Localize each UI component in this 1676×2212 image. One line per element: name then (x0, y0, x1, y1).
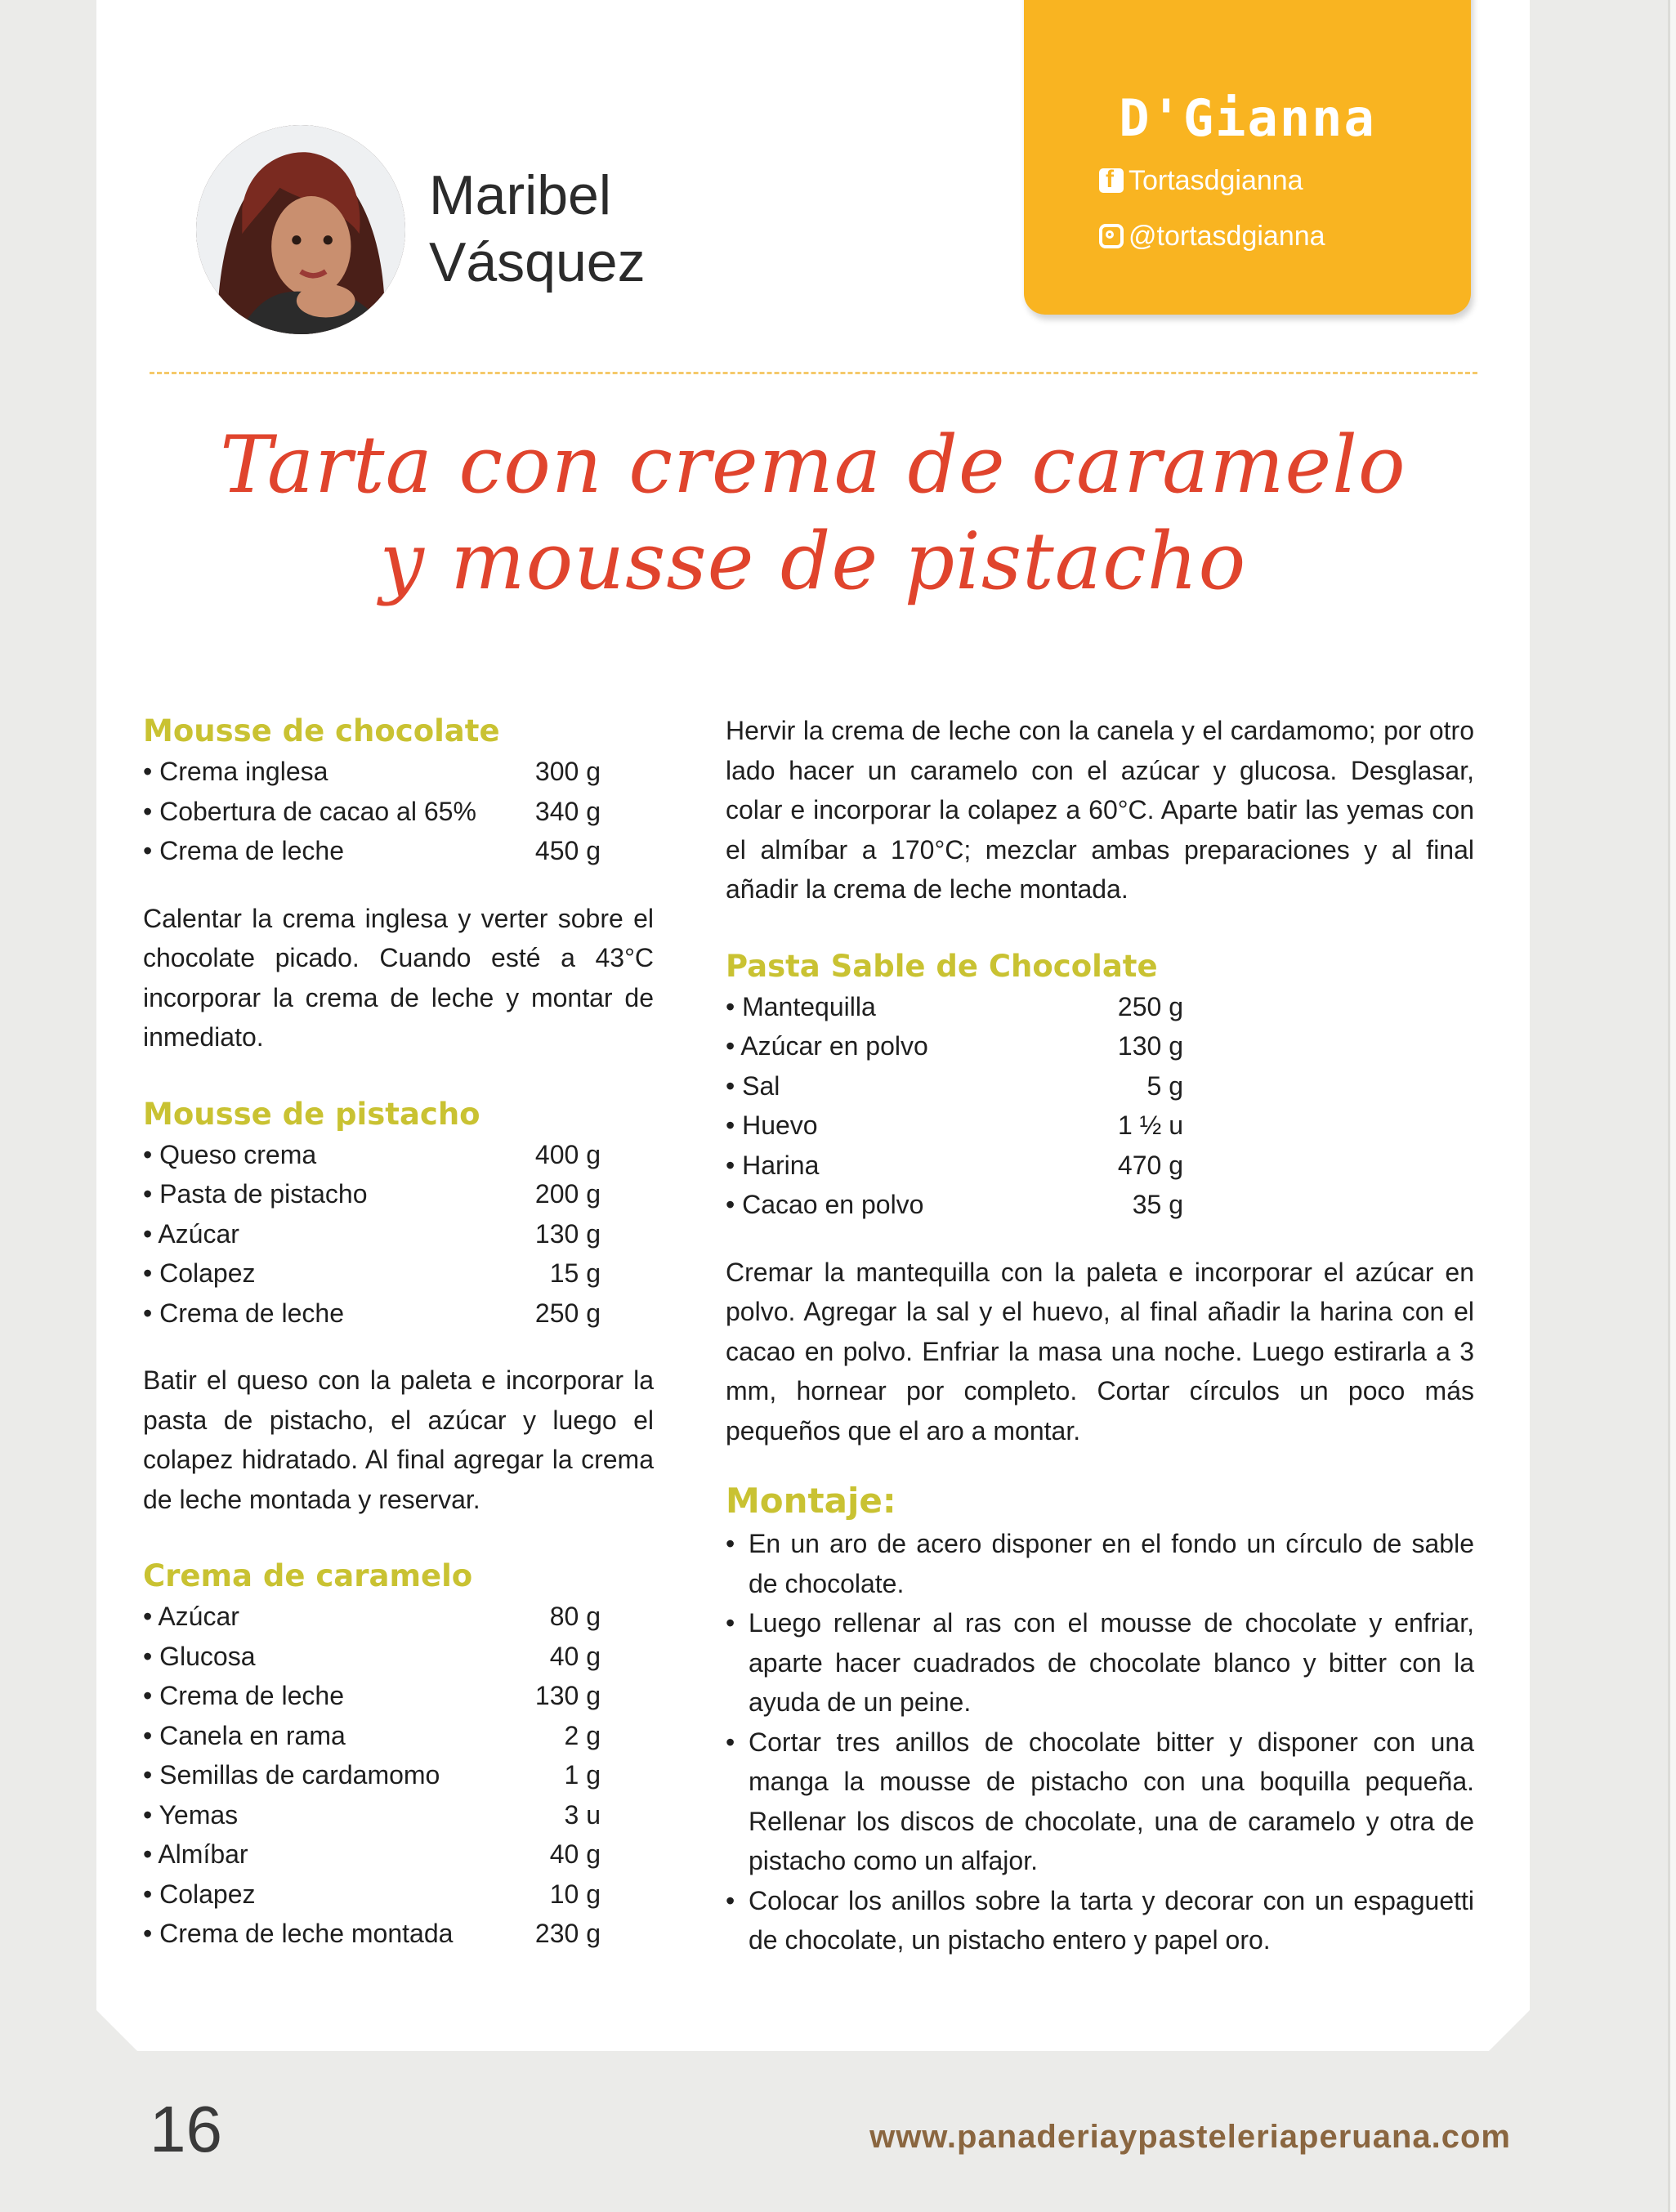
ingredient-name: • Queso crema (143, 1139, 317, 1169)
dashed-divider (150, 372, 1477, 374)
ingredient-qty: 250 g (1117, 991, 1183, 1021)
montaje-steps (726, 1524, 1474, 1960)
ingredient-name: • Azúcar (143, 1218, 239, 1249)
ingredient-name: • Colapez (143, 1258, 256, 1288)
author-name (429, 162, 646, 296)
ingredient-name: • Almíbar (143, 1839, 248, 1869)
ingredient-row (143, 831, 601, 871)
ingredient-name: • Glucosa (143, 1641, 256, 1671)
title-line-2: y mousse de pistacho (379, 516, 1247, 607)
author-first-name: Maribel (429, 164, 611, 226)
ingredient-row (143, 1637, 601, 1677)
author-photo (196, 125, 405, 334)
montaje-step: • Colocar los anillos sobre la tarta y decorar con un espaguetti de chocolate, un pistacho entero y papel oro. (726, 1881, 1474, 1960)
author-portrait-image (196, 125, 405, 334)
author-last-name: Vásquez (429, 231, 646, 293)
section-heading-mousse-chocolate: Mousse de chocolate (143, 713, 500, 749)
ingredient-row (726, 987, 1183, 1027)
ingredient-qty: 130 g (534, 1681, 601, 1710)
ingredient-qty: 250 g (534, 1298, 601, 1328)
montaje-step: • Luego rellenar al ras con el mousse de chocolate y enfriar, aparte hacer cuadrados de chocolate blanco y bitter con la ayuda de un peine. (726, 1603, 1474, 1723)
brand-name: D'Gianna (1119, 88, 1376, 148)
title-line-1: Tarta con crema de caramelo (220, 419, 1406, 511)
ingredient-row (143, 1135, 601, 1175)
method-crema-caramelo: Hervir la crema de leche con la canela y el cardamomo; por otro lado hacer un caramelo con el azúcar y glucosa. Desglasar, colar e incorporar la colapez a 60°C. Aparte batir las yemas con el almíbar a 170°C; mezclar ambas preparaciones y al final añadir la crema de leche montada. (726, 716, 1474, 904)
ingredient-qty: 15 g (549, 1258, 601, 1288)
ingredient-row (143, 1914, 601, 1954)
ingredient-qty: 450 g (534, 836, 601, 865)
ingredient-row (143, 1214, 601, 1254)
brand-box (1024, 0, 1471, 315)
method-pasta-sable: Cremar la mantequilla con la paleta e incorporar el azúcar en polvo. Agregar la sal y el huevo, al final añadir la harina con el cacao en polvo. Enfriar la masa una noche. Luego estirarla a 3 mm, hornear por completo. Cortar círculos un poco más pequeños que el aro a montar. (726, 1257, 1474, 1446)
ingredient-qty: 400 g (534, 1139, 601, 1169)
ingredient-qty: 2 g (564, 1720, 601, 1750)
ingredient-row (143, 1875, 601, 1915)
ingredient-row (143, 1755, 601, 1795)
ingredient-name: • Crema de leche montada (143, 1919, 454, 1948)
ingredient-qty: 80 g (549, 1602, 601, 1631)
ingredient-row (726, 1026, 1183, 1066)
ingredient-name: • Huevo (726, 1110, 818, 1140)
ingredient-qty: 1 g (564, 1760, 601, 1790)
left-column (143, 711, 654, 1954)
ingredient-row (143, 1676, 601, 1716)
section-heading-mousse-pistacho: Mousse de pistacho (143, 1096, 480, 1132)
method-mousse-chocolate: Calentar la crema inglesa y verter sobre el chocolate picado. Cuando esté a 43°C incorporar la crema de leche y montar de inmediato. (143, 903, 654, 1052)
ingredient-name: • Azúcar (143, 1602, 239, 1631)
ingredient-name: • Sal (726, 1070, 780, 1101)
ingredient-qty: 10 g (549, 1879, 601, 1909)
ingredients-mousse-chocolate (143, 752, 601, 871)
ingredient-qty: 40 g (549, 1839, 601, 1869)
ingredient-row (143, 752, 601, 792)
ingredient-name: • Cobertura de cacao al 65% (143, 796, 476, 826)
ingredient-qty: 35 g (1132, 1190, 1183, 1219)
ingredient-name: • Yemas (143, 1799, 239, 1830)
ingredient-name: • Cacao en polvo (726, 1190, 924, 1219)
ingredient-row (143, 1253, 601, 1294)
ingredients-pasta-sable (726, 987, 1183, 1225)
ingredient-name: • Mantequilla (726, 991, 876, 1021)
section-heading-pasta-sable: Pasta Sable de Chocolate (726, 948, 1158, 984)
ingredient-row (143, 1795, 601, 1835)
instagram-text: @tortasdgianna (1129, 221, 1325, 252)
ingredient-row (143, 1174, 601, 1214)
ingredient-row (726, 1066, 1183, 1106)
ingredient-qty: 130 g (1117, 1031, 1183, 1061)
ingredient-row (143, 792, 601, 832)
ingredient-name: • Crema de leche (143, 836, 344, 865)
ingredient-row (143, 1294, 601, 1334)
right-column (726, 711, 1474, 1960)
ingredient-row (726, 1146, 1183, 1186)
ingredient-qty: 200 g (534, 1179, 601, 1209)
montaje-step: • En un aro de acero disponer en el fondo un círculo de sable de chocolate. (726, 1524, 1474, 1603)
website-url[interactable]: www.panaderiaypasteleriaperuana.com (869, 2119, 1511, 2155)
ingredient-row (143, 1834, 601, 1875)
ingredient-qty: 1 ½ u (1117, 1110, 1183, 1140)
ingredient-name: • Azúcar en polvo (726, 1031, 928, 1061)
montaje-step: • Cortar tres anillos de chocolate bitter y disponer con una manga la mousse de pistacho con una boquilla pequeña. Rellenar los discos de chocolate, una de caramelo y otra de pistacho como un alfajor. (726, 1723, 1474, 1881)
ingredient-row (726, 1106, 1183, 1146)
ingredient-name: • Crema de leche (143, 1681, 344, 1710)
ingredient-row (726, 1185, 1183, 1225)
section-heading-crema-caramelo: Crema de caramelo (143, 1558, 473, 1593)
instagram-icon (1099, 224, 1124, 248)
facebook-icon (1099, 168, 1124, 193)
ingredient-qty: 40 g (549, 1641, 601, 1671)
ingredients-mousse-pistacho (143, 1135, 601, 1334)
ingredient-row (143, 1716, 601, 1756)
ingredient-name: • Crema inglesa (143, 757, 328, 786)
ingredient-qty: 5 g (1146, 1070, 1183, 1101)
ingredient-qty: 230 g (534, 1919, 601, 1948)
ingredients-crema-caramelo (143, 1597, 601, 1954)
page-number: 16 (150, 2093, 222, 2165)
facebook-handle[interactable] (1099, 165, 1303, 197)
ingredient-qty: 340 g (534, 796, 601, 826)
method-mousse-pistacho: Batir el queso con la paleta e incorporar la pasta de pistacho, el azúcar y luego el colapez hidratado. Al final agregar la crema de leche montada y reservar. (143, 1365, 654, 1514)
ingredient-qty: 130 g (534, 1218, 601, 1249)
ingredient-qty: 3 u (564, 1799, 601, 1830)
ingredient-row (143, 1597, 601, 1637)
ingredient-qty: 470 g (1117, 1150, 1183, 1180)
ingredient-name: • Pasta de pistacho (143, 1179, 368, 1209)
ingredient-qty: 300 g (534, 757, 601, 786)
recipe-title (96, 417, 1530, 610)
ingredient-name: • Crema de leche (143, 1298, 344, 1328)
ingredient-name: • Colapez (143, 1879, 256, 1909)
ingredient-name: • Canela en rama (143, 1720, 346, 1750)
facebook-text: Tortasdgianna (1129, 165, 1303, 196)
ingredient-name: • Semillas de cardamomo (143, 1760, 440, 1790)
instagram-handle[interactable] (1099, 221, 1325, 252)
section-heading-montaje: Montaje: (726, 1481, 896, 1521)
page-edge (1668, 0, 1676, 2212)
ingredient-name: • Harina (726, 1150, 820, 1180)
